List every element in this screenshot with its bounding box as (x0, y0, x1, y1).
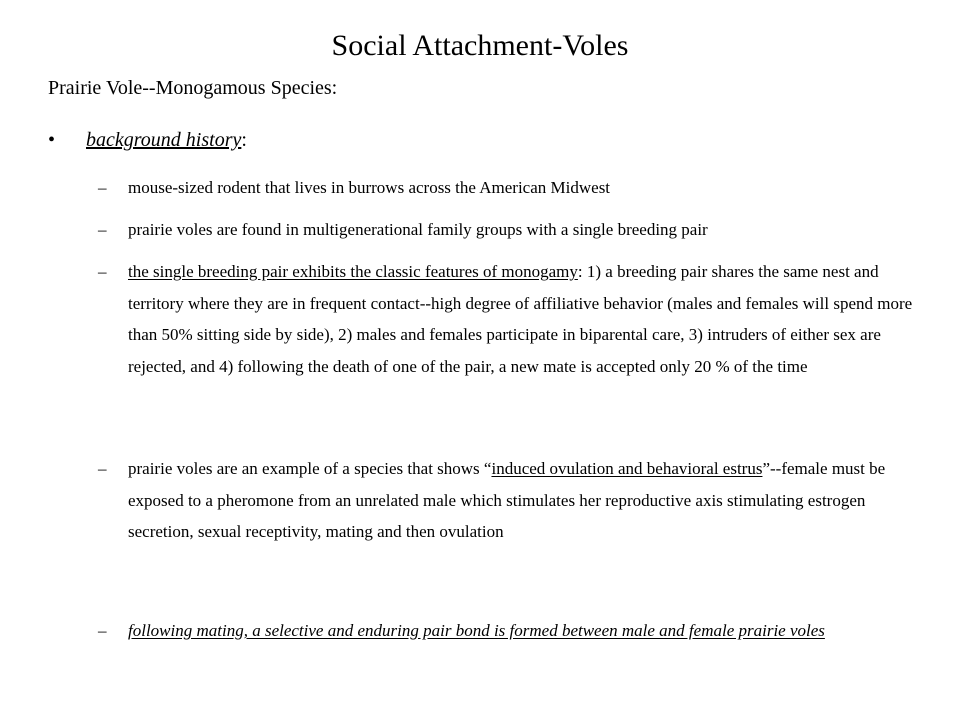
list-item-text (128, 615, 918, 647)
underlined-italic-phrase: following mating, a selective and enduring pair bond is formed between male and female prairie voles (128, 621, 825, 640)
underlined-phrase: the single breeding pair exhibits the classic features of monogamy (128, 262, 578, 281)
slide-title: Social Attachment-Voles (331, 29, 629, 62)
list-item (98, 453, 918, 548)
list-item-text (128, 453, 918, 548)
dash-marker: – (98, 621, 107, 640)
list-item (98, 172, 918, 204)
list-item-text: mouse-sized rodent that lives in burrows across the American Midwest (128, 178, 611, 197)
dash-marker: – (98, 459, 107, 478)
section-heading: Prairie Vole--Monogamous Species: (48, 77, 338, 99)
list-item-prefix: prairie voles are an example of a species that shows “ (128, 459, 492, 478)
dash-marker: – (98, 220, 107, 239)
list-item-text (128, 256, 918, 382)
bullet-label-text: background history (86, 129, 242, 151)
list-item-text: prairie voles are found in multigenerational family groups with a single breeding pair (128, 220, 708, 239)
list-item (98, 615, 918, 647)
bullet-dot-icon: • (48, 129, 56, 151)
list-item (98, 256, 918, 382)
bullet-label-colon: : (241, 129, 247, 151)
dash-marker: – (98, 262, 107, 281)
underlined-phrase: induced ovulation and behavioral estrus (491, 459, 763, 478)
bullet-label (86, 126, 247, 154)
list-item-continuation: ”--female must be exposed to a pheromone from an unrelated male which stimulates her reproductive axis stimulating estrogen secretion, sexual receptivity, mating and then ovulation (128, 459, 886, 541)
list-item-continuation: : 1) a breeding pair shares the same nest and territory where they are in frequent contact--high degree of affiliative behavior (males and females will spend more than 50% sitting side by side), 2) males and females participate in biparental care, 3) intruders of either sex are rejected, and 4) following the death of one of the pair, a new mate is accepted only 20 % of the time (128, 262, 913, 376)
dash-marker: – (98, 178, 107, 197)
list-item (98, 214, 918, 246)
